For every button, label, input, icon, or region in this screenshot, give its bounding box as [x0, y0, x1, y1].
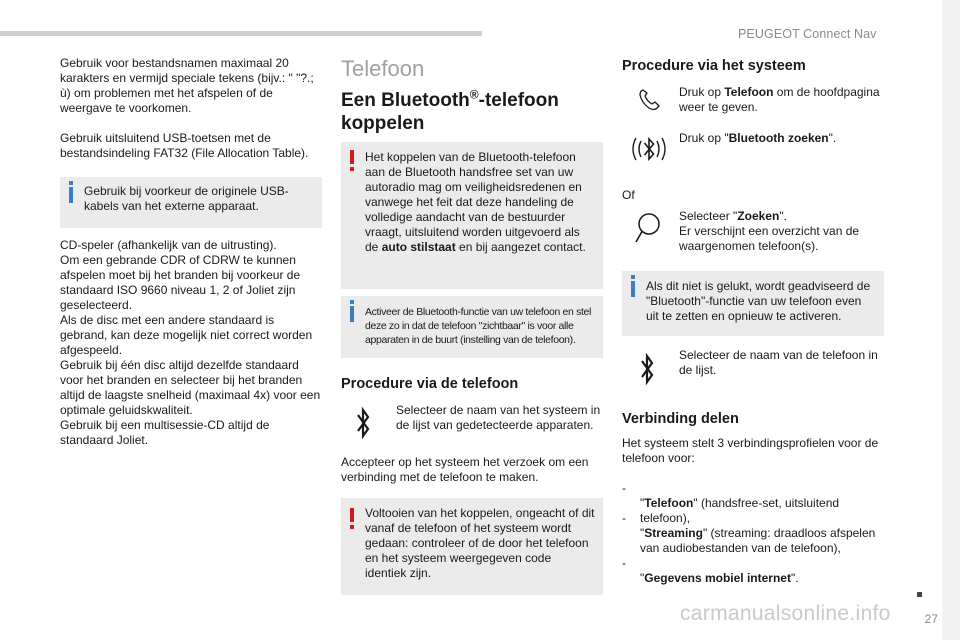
header-bar [0, 31, 482, 36]
step-bluetooth-zoeken: Druk op "Bluetooth zoeken". [679, 131, 837, 145]
search-icon [634, 212, 662, 246]
page-marker [917, 592, 922, 597]
watermark: carmanualsonline.info [680, 602, 891, 625]
phone-handset-icon [637, 88, 661, 112]
step-select-system: Selecteer de naam van het systeem in de lijst van gedetecteerde apparaten. [396, 403, 601, 432]
info-text: Als dit niet is gelukt, wordt geadviseerd de "Bluetooth"-functie van uw telefoon even uit te zetten en opnieuw te activeren. [646, 279, 871, 323]
paragraph-filenames: Gebruik voor bestandsnamen maximaal 20 karakters en vermijd speciale tekens (bijv.: " "?.; ù) om problemen met het afspelen of de weergave te voorkomen. [60, 56, 314, 115]
page-number: 27 [924, 612, 938, 626]
subtitle-bluetooth-pairing: Een Bluetooth®-telefoon koppelen [341, 87, 559, 134]
step-select-phone: Selecteer de naam van de telefoon in de lijst. [679, 348, 878, 377]
section-title: Telefoon [341, 56, 425, 81]
bluetooth-search-icon [628, 128, 670, 170]
warning-icon [350, 150, 354, 164]
heading-procedure-system: Procedure via het systeem [622, 58, 806, 74]
info-box-bluetooth-visible [341, 296, 603, 358]
step-select-zoeken: Selecteer "Zoeken". Er verschijnt een overzicht van de waargenomen telefoon(s). [679, 209, 860, 253]
brand-label: PEUGEOT Connect Nav [738, 27, 877, 41]
info-icon [350, 306, 354, 322]
paragraph-accept-request: Accepteer op het systeem het verzoek om een verbinding met de telefoon te maken. [341, 455, 589, 484]
info-text: Gebruik bij voorkeur de originele USB-kabels van het externe apparaat. [84, 184, 289, 213]
paragraph-usb-format: Gebruik uitsluitend USB-toetsen met de bestandsindeling FAT32 (File Allocation Table). [60, 131, 309, 160]
warning-box-safety [341, 142, 603, 289]
side-strip [942, 0, 960, 640]
warning-box-code [341, 498, 603, 595]
bluetooth-icon [639, 352, 655, 386]
bluetooth-icon [355, 406, 371, 440]
label-of: Of [622, 188, 635, 202]
warning-text: Het koppelen van de Bluetooth-telefoon aan de Bluetooth handsfree set van uw autoradio mag om veiligheidsredenen en vanwege het feit dat deze handeling de volledige aandacht van de bestuurder vraagt, uitsluitend worden uitgevoerd als de auto stilstaat en bij aangezet contact. [365, 150, 586, 254]
paragraph-profiles-intro: Het systeem stelt 3 verbindingsprofielen voor de telefoon voor: [622, 436, 879, 465]
list-item-streaming: - "Streaming" (streaming: draadloos afspelen van audiobestanden van de telefoon), [622, 511, 876, 555]
list-item-telefoon: - "Telefoon" (handsfree-set, uitsluitend telefoon), [622, 481, 840, 525]
info-box-retry [622, 271, 884, 336]
info-icon [631, 281, 635, 297]
step-press-telefoon: Druk op Telefoon om de hoofdpagina weer te geven. [679, 85, 880, 114]
warning-text: Voltooien van het koppelen, ongeacht of dit vanaf de telefoon of het systeem wordt gedaan: controleer of de door het telefoon en het systeem weergegeven code identiek zijn. [365, 506, 595, 580]
info-text: Activeer de Bluetooth-functie van uw telefoon en stel deze zo in dat de telefoon "zichtbaar" is voor alle apparaten in de buurt (instelling van de telefoon). [365, 306, 592, 346]
info-box-usb-cables [60, 177, 322, 228]
paragraph-cd-player: CD-speler (afhankelijk van de uitrusting). Om een gebrande CDR of CDRW te kunnen afspelen moet bij het branden bij voorkeur de standaard ISO 9660 niveau 1, 2 of Joliet zijn geselecteerd. Als de disc met een andere standaard is gebrand, kan deze mogelijk niet correct worden afgespeeld. Gebruik bij één disc altijd dezelfde standaard voor het branden en selecteer bij het branden altijd de laagste snelheid (maximaal 4x) voor een optimale geluidskwaliteit. Gebruik bij een multisessie-CD altijd de standaard Joliet. [60, 238, 321, 447]
heading-procedure-phone: Procedure via de telefoon [341, 376, 519, 392]
info-icon [69, 187, 73, 203]
list-item-mobile-data: - "Gegevens mobiel internet". [622, 556, 799, 585]
warning-icon [350, 508, 354, 522]
heading-share-connection: Verbinding delen [622, 411, 739, 427]
